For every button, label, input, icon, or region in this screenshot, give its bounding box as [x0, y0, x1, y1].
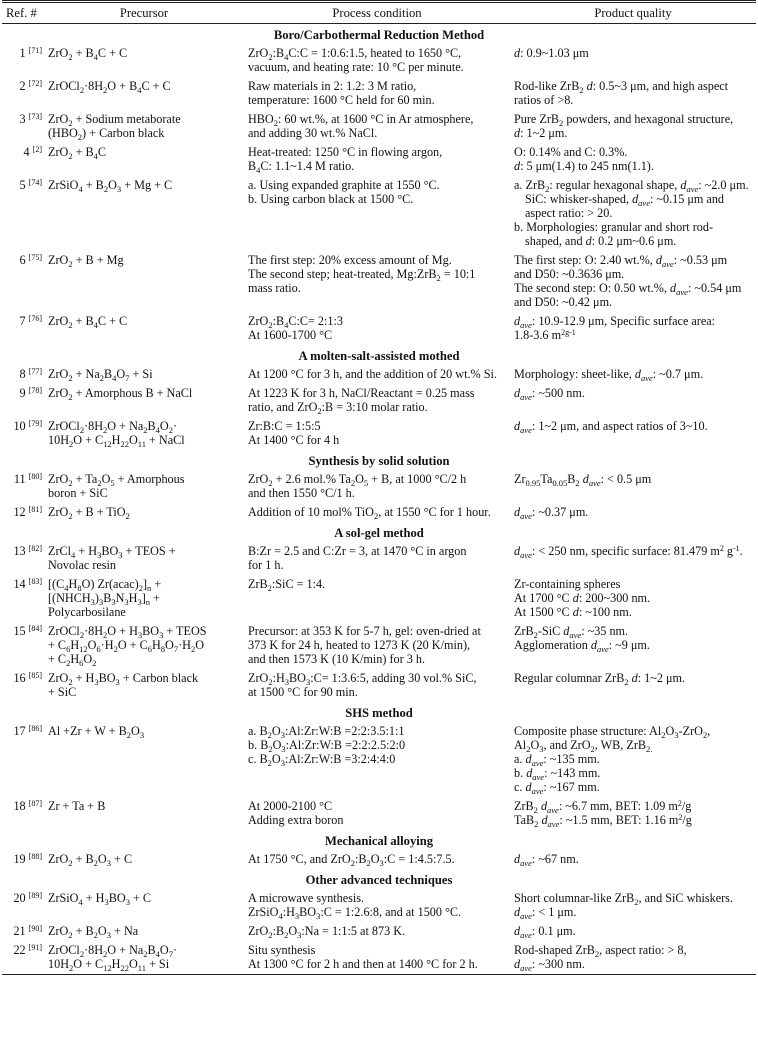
cell-line: a. ZrB$_2$: regular hexagonal shape, $d_{ave}$: ~2.0 μm.: [514, 178, 749, 194]
header-quality: Product quality: [510, 2, 756, 24]
table-row: [2, 77, 756, 110]
cell-line: Addition of 10 mol% TiO$_2$, at 1550 °C for 1 hour.: [248, 505, 491, 521]
cell-line: $d_{ave}$: 10.9-12.9 μm, Specific surface area:: [514, 314, 716, 330]
process-cell: [244, 77, 510, 110]
process-cell: [244, 889, 510, 922]
citation-link[interactable]: [74]: [28, 178, 42, 187]
cell-line: A microwave synthesis.: [248, 891, 365, 905]
cell-line: ZrSiO$_4$ + $H_3BO_3 + C$: [48, 891, 152, 907]
table-row: [2, 143, 756, 176]
ref-number: 12 [81]: [13, 505, 42, 519]
quality-cell: [510, 575, 756, 622]
table-row: [2, 110, 756, 143]
cell-line: $ZrO_2 + H_3BO_3$ + Carbon black: [48, 671, 199, 687]
cell-line: $ZrO_2 + Na_2B_4O_7 + Si$: [48, 367, 153, 383]
ref-number: 14 [83]: [13, 577, 42, 591]
ref-number: 15 [84]: [13, 624, 42, 638]
cell-line: Regular columnar ZrB$_2$ d: 1~2 μm.: [514, 671, 686, 687]
process-cell: [244, 922, 510, 941]
precursor-cell: [44, 622, 244, 669]
cell-line: aspect ratio: > 20.: [525, 206, 613, 220]
cell-line: The first step: O: 2.40 wt.%, $d_{ave}$: ~0.53 μm: [514, 253, 728, 269]
ref-number: 19 [88]: [13, 852, 42, 866]
process-cell: [244, 797, 510, 830]
cell-line: + $C_6H_{12}O_6\cdot H_2O + C_6H_8O_7\cdot H_2O$: [48, 638, 205, 654]
header-precursor: Precursor: [44, 2, 244, 24]
citation-link[interactable]: [84]: [28, 624, 42, 633]
cell-line: and D50: ~0.42 μm.: [514, 295, 613, 309]
section-header-row: [2, 702, 756, 722]
ref-number: 20 [89]: [13, 891, 42, 905]
cell-line: Rod-shaped ZrB$_2$, aspect ratio: > 8,: [514, 943, 687, 959]
cell-line: The first step: 20% excess amount of Mg.: [248, 253, 452, 267]
cell-line: + SiC: [48, 685, 77, 699]
cell-line: ZrO$_2$ + B + Mg: [48, 253, 124, 269]
table-row: [2, 365, 756, 384]
cell-line: B:Zr = 2.5 and C:Zr = 3, at 1470 °C in argon: [248, 544, 467, 558]
cell-line: $ZrSiO_4:H_3BO_3:C$ = 1:2.6:8, and at 1500 °C.: [248, 905, 462, 921]
cell-line: and then 1550 °C/1 h.: [248, 486, 355, 500]
process-cell: [244, 176, 510, 251]
cell-line: ZrO$_2$ + Sodium metaborate: [48, 112, 181, 128]
cell-line: Pure ZrB$_2$ powders, and hexagonal structure,: [514, 112, 734, 128]
table-row: [2, 470, 756, 503]
cell-line: $10H_2O + C_{12}H_{22}O_{11} + Si$: [48, 957, 170, 973]
table-row: [2, 176, 756, 251]
cell-line: d: 1~2 μm.: [514, 126, 568, 140]
precursor-cell: [44, 77, 244, 110]
citation-link[interactable]: [75]: [28, 253, 42, 262]
table-row: [2, 542, 756, 575]
cell-line: shaped, and d: 0.2 μm~0.6 μm.: [525, 234, 677, 248]
table-row: [2, 722, 756, 797]
cell-line: $(HBO_2)$ + Carbon black: [48, 126, 165, 142]
cell-line: Zr-containing spheres: [514, 577, 621, 591]
precursor-cell: [44, 470, 244, 503]
cell-line: At 2000-2100 °C: [248, 799, 333, 813]
precursor-cell: [44, 312, 244, 345]
quality-cell: [510, 143, 756, 176]
synthesis-methods-table: [2, 0, 756, 975]
section-title: SHS method: [345, 706, 413, 720]
section-header-row: [2, 345, 756, 365]
cell-line: Situ synthesis: [248, 943, 316, 957]
cell-line: Rod-like ZrB$_2$ d: 0.5~3 μm, and high aspect: [514, 79, 729, 95]
quality-cell: [510, 251, 756, 312]
ref-number: 21 [90]: [13, 924, 42, 938]
quality-cell: [510, 941, 756, 975]
precursor-cell: [44, 176, 244, 251]
citation-link[interactable]: [91]: [28, 943, 42, 952]
process-cell: [244, 542, 510, 575]
citation-link[interactable]: [85]: [28, 671, 42, 680]
cell-line: O: 0.14% and C: 0.3%.: [514, 145, 628, 159]
cell-line: $ZrO_2 + B_2O_3 + Na$: [48, 924, 139, 940]
process-cell: [244, 143, 510, 176]
cell-line: At 1200 °C for 3 h, and the addition of 20 wt.% Si.: [248, 367, 497, 381]
process-cell: [244, 622, 510, 669]
cell-line: c. $B_2O_3:Al:Zr:W:B$ =3:2:4:4:0: [248, 752, 396, 768]
ref-number: 17 [86]: [13, 724, 42, 738]
cell-line: ZrB$_2$-SiC $d_{ave}$: ~35 nm.: [514, 624, 629, 640]
cell-line: ZrSiO$_4$ + $B_2O_3 + Mg + C$: [48, 178, 173, 194]
process-cell: [244, 365, 510, 384]
cell-line: $ZrO_2:H_3BO_3:C=$ 1:3.6:5, adding 30 vol.% SiC,: [248, 671, 477, 687]
cell-line: c. $d_{ave}$: ~167 mm.: [514, 780, 600, 796]
cell-line: $ZrO_2 + B_4C + C$: [48, 314, 128, 330]
process-cell: [244, 669, 510, 702]
ref-number: 5 [74]: [19, 178, 42, 192]
citation-link[interactable]: [89]: [28, 891, 42, 900]
precursor-cell: [44, 941, 244, 975]
cell-line: d: 5 μm(1.4) to 245 nm(1.1).: [514, 159, 654, 173]
quality-cell: [510, 622, 756, 669]
cell-line: SiC: whisker-shaped, $d_{ave}$: ~0.15 μm and: [525, 192, 725, 208]
quality-cell: [510, 312, 756, 345]
process-cell: [244, 44, 510, 77]
cell-line: Novolac resin: [48, 558, 117, 572]
cell-line: a. Using expanded graphite at 1550 °C.: [248, 178, 440, 192]
citation-link[interactable]: [87]: [28, 799, 42, 808]
table-row: [2, 889, 756, 922]
citation-link[interactable]: [71]: [28, 46, 42, 55]
cell-line: $Al_2O_3$, and ZrO$_2$, WB, ZrB$_{2.}$: [514, 738, 653, 754]
cell-line: $d_{ave}$: ~500 nm.: [514, 386, 585, 402]
precursor-cell: [44, 922, 244, 941]
cell-line: b. Morphologies: granular and short rod-: [514, 220, 714, 234]
cell-line: $d_{ave}$: ~0.37 μm.: [514, 505, 589, 521]
cell-line: $ZrO_2 + B_2O_3 + C$: [48, 852, 133, 868]
precursor-cell: [44, 143, 244, 176]
cell-line: $B_4C$: 1.1~1.4 M ratio.: [248, 159, 355, 175]
cell-line: $ZrOCl_2\cdot 8H_2O + H_3BO_3$ + TEOS: [48, 624, 207, 640]
quality-cell: [510, 110, 756, 143]
table-row: [2, 669, 756, 702]
cell-line: $d_{ave}$: ~67 nm.: [514, 852, 579, 868]
precursor-cell: [44, 889, 244, 922]
cell-line: and D50: ~0.3636 μm.: [514, 267, 625, 281]
citation-link[interactable]: [79]: [28, 419, 42, 428]
cell-line: The second step: O: 0.50 wt.%, $d_{ave}$: ~0.54 μm: [514, 281, 742, 297]
quality-cell: [510, 176, 756, 251]
cell-line: ZrO$_2$ + 2.6 mol.% $Ta_2O_5 + B$, at 1000 °C/2 h: [248, 472, 467, 488]
process-cell: [244, 110, 510, 143]
precursor-cell: [44, 44, 244, 77]
cell-line: At 1223 K for 3 h, NaCl/Reactant = 0.25 mass: [248, 386, 475, 400]
cell-line: $d_{ave}$: < 250 nm, specific surface: 81.479 $m^2$ $g^{-1}$.: [514, 544, 743, 560]
section-header-row: [2, 522, 756, 542]
section-title: Other advanced techniques: [305, 873, 453, 887]
cell-line: At 1400 °C for 4 h: [248, 433, 340, 447]
citation-link[interactable]: [86]: [28, 724, 42, 733]
quality-cell: [510, 77, 756, 110]
citation-link[interactable]: [2]: [32, 145, 42, 154]
citation-link[interactable]: [72]: [28, 79, 42, 88]
ref-number: 3 [73]: [19, 112, 42, 126]
header-process: Process condition: [244, 2, 510, 24]
section-title: A molten-salt-assisted mothed: [298, 349, 460, 363]
section-header-row: [2, 450, 756, 470]
section-header-row: [2, 869, 756, 889]
cell-line: ratios of >8.: [514, 93, 574, 107]
ref-number: 7 [76]: [19, 314, 42, 328]
cell-line: b. $B_2O_3:Al:Zr:W:B$ =2:2:2.5:2:0: [248, 738, 406, 754]
ref-number: 22 [91]: [13, 943, 42, 957]
precursor-cell: [44, 417, 244, 450]
precursor-cell: [44, 503, 244, 522]
cell-line: $Zr_{0.95}Ta_{0.05}B_2$ $d_{ave}$: < 0.5 μm: [514, 472, 652, 488]
cell-line: Raw materials in 2: 1.2: 3 M ratio,: [248, 79, 417, 93]
process-cell: [244, 850, 510, 869]
ref-number: 11 [80]: [13, 472, 42, 486]
table-row: [2, 417, 756, 450]
cell-line: $ZrO_2 + Ta_2O_5$ + Amorphous: [48, 472, 185, 488]
cell-line: Polycarbosilane: [48, 605, 126, 619]
cell-line: $ZrOCl_2\cdot 8H_2O + Na_2B_4O_7\cdot$: [48, 943, 178, 959]
ref-number: 1 [71]: [19, 46, 42, 60]
quality-cell: [510, 44, 756, 77]
cell-line: vacuum, and heating rate: 10 °C per minute.: [248, 60, 464, 74]
cell-line: 1.8-3.6 $m^{2g-1}$: [514, 328, 576, 342]
section-title: Mechanical alloying: [324, 834, 434, 848]
section-title: Boro/Carbothermal Reduction Method: [273, 28, 485, 42]
quality-cell: [510, 503, 756, 522]
cell-line: At 1300 °C for 2 h and then at 1400 °C for 2 h.: [248, 957, 478, 971]
cell-line: Precursor: at 353 K for 5-7 h, gel: oven-dried at: [248, 624, 481, 638]
ref-number: 4 [2]: [23, 145, 42, 159]
cell-line: Short columnar-like ZrB$_2$, and SiC whiskers.: [514, 891, 733, 907]
cell-line: ratio, and ZrO$_2$:B = 3:10 molar ratio.: [248, 400, 428, 416]
cell-line: $d_{ave}$: < 1 μm.: [514, 905, 577, 921]
cell-line: $d_{ave}$: ~300 nm.: [514, 957, 585, 973]
cell-line: Composite phase structure: $Al_2O_3-ZrO_2$,: [514, 724, 711, 740]
cell-line: ZrB$_2$:SiC = 1:4.: [248, 577, 326, 593]
process-cell: [244, 941, 510, 975]
table-row: [2, 941, 756, 975]
cell-line: $ZrO_2 + B_4C$: [48, 145, 107, 161]
cell-line: At 1700 °C d: 200~300 nm.: [514, 591, 651, 605]
cell-line: mass ratio.: [248, 281, 301, 295]
process-cell: [244, 722, 510, 797]
quality-cell: [510, 365, 756, 384]
cell-line: $ZrO_2:B_4C:C$ = 1:0.6:1.5, heated to 1650 °C,: [248, 46, 462, 62]
table-row: [2, 312, 756, 345]
cell-line: Zr + Ta + B: [48, 799, 106, 813]
precursor-cell: [44, 365, 244, 384]
ref-number: 6 [75]: [19, 253, 42, 267]
quality-cell: [510, 889, 756, 922]
cell-line: TaB$_2$ $d_{ave}$: ~1.5 mm, BET: 1.16 $m^2/g$: [514, 813, 692, 829]
ref-number: 10 [79]: [13, 419, 42, 433]
process-cell: [244, 417, 510, 450]
quality-cell: [510, 722, 756, 797]
citation-link[interactable]: [73]: [28, 112, 42, 121]
cell-line: Adding extra boron: [248, 813, 344, 827]
cell-line: At 1500 °C d: ~100 nm.: [514, 605, 632, 619]
cell-line: ZrO$_2$ + Amorphous B + NaCl: [48, 386, 193, 402]
cell-line: Morphology: sheet-like, $d_{ave}$: ~0.7 μm.: [514, 367, 704, 383]
cell-line: The second step; heat-treated, Mg:ZrB$_2$ = 10:1: [248, 267, 476, 283]
process-cell: [244, 384, 510, 417]
cell-line: and adding 30 wt.% NaCl.: [248, 126, 378, 140]
citation-link[interactable]: [90]: [28, 924, 42, 933]
table-row: [2, 922, 756, 941]
cell-line: b. Using carbon black at 1500 °C.: [248, 192, 414, 206]
cell-line: [$(C_4H_8O)$ $Zr(acac)_2]_n$ +: [48, 577, 162, 593]
precursor-cell: [44, 669, 244, 702]
process-cell: [244, 470, 510, 503]
ref-number: 18 [87]: [13, 799, 42, 813]
process-cell: [244, 575, 510, 622]
cell-line: At 1750 °C, and $ZrO_2:B_2O_3:C$ = 1:4.5:7.5.: [248, 852, 455, 868]
citation-link[interactable]: [83]: [28, 577, 42, 586]
cell-line: $ZrO_2:B_4C:C=$ 2:1:3: [248, 314, 343, 330]
cell-line: $ZrO_2:B_2O_3:Na$ = 1:1:5 at 873 K.: [248, 924, 406, 940]
cell-line: and then 1573 K (10 K/min) for 3 h.: [248, 652, 426, 666]
ref-number: 13 [82]: [13, 544, 42, 558]
table-row: [2, 251, 756, 312]
cell-line: ZrO$_2$ + B + TiO$_2$: [48, 505, 130, 521]
table-row: [2, 797, 756, 830]
cell-line: a. $d_{ave}$: ~135 mm.: [514, 752, 600, 768]
precursor-cell: [44, 384, 244, 417]
cell-line: at 1500 °C for 90 min.: [248, 685, 358, 699]
cell-line: + $C_2H_6O_2$: [48, 652, 97, 668]
section-title: A sol-gel method: [334, 526, 424, 540]
table-row: [2, 622, 756, 669]
header-ref: Ref. #: [2, 2, 44, 24]
citation-link[interactable]: [88]: [28, 852, 42, 861]
precursor-cell: [44, 110, 244, 143]
cell-line: At 1600-1700 °C: [248, 328, 333, 342]
quality-cell: [510, 850, 756, 869]
cell-line: Heat-treated: 1250 °C in flowing argon,: [248, 145, 443, 159]
citation-link[interactable]: [80]: [28, 472, 42, 481]
cell-line: ZrB$_2$ $d_{ave}$: ~6.7 mm, BET: 1.09 $m^2/g$: [514, 799, 692, 815]
header-row: [2, 2, 756, 24]
cell-line: ZrCl$_4$ + $H_3BO_3$ + TEOS +: [48, 544, 176, 560]
ref-number: 9 [78]: [19, 386, 42, 400]
process-cell: [244, 251, 510, 312]
quality-cell: [510, 417, 756, 450]
cell-line: $10H_2O + C_{12}H_{22}O_{11}$ + NaCl: [48, 433, 185, 449]
precursor-cell: [44, 251, 244, 312]
table-row: [2, 575, 756, 622]
cell-line: b. $d_{ave}$: ~143 mm.: [514, 766, 601, 782]
cell-line: $ZrO_2 + B_4C + C$: [48, 46, 128, 62]
quality-cell: [510, 669, 756, 702]
process-cell: [244, 312, 510, 345]
ref-number: 8 [77]: [19, 367, 42, 381]
cell-line: $ZrOCl_2\cdot 8H_2O + B_4C + C$: [48, 79, 171, 95]
citation-link[interactable]: [76]: [28, 314, 42, 323]
cell-line: $ZrOCl_2\cdot 8H_2O + Na_2B_4O_2\cdot$: [48, 419, 178, 435]
precursor-cell: [44, 722, 244, 797]
cell-line: $d_{ave}$: 0.1 μm.: [514, 924, 576, 940]
cell-line: boron + SiC: [48, 486, 108, 500]
quality-cell: [510, 384, 756, 417]
cell-line: $Al +Zr + W + B_2O_3$: [48, 724, 145, 740]
cell-line: Zr:B:C = 1:5:5: [248, 419, 321, 433]
precursor-cell: [44, 850, 244, 869]
citation-link[interactable]: [82]: [28, 544, 42, 553]
table-row: [2, 384, 756, 417]
precursor-cell: [44, 542, 244, 575]
quality-cell: [510, 470, 756, 503]
quality-cell: [510, 922, 756, 941]
citation-link[interactable]: [77]: [28, 367, 42, 376]
cell-line: $d_{ave}$: 1~2 μm, and aspect ratios of 3~10.: [514, 419, 708, 435]
table-row: [2, 44, 756, 77]
cell-line: d: 0.9~1.03 μm: [514, 46, 589, 60]
cell-line: for 1 h.: [248, 558, 284, 572]
section-header-row: [2, 24, 756, 45]
process-cell: [244, 503, 510, 522]
cell-line: $HBO_2$: 60 wt.%, at 1600 °C in Ar atmosphere,: [248, 112, 474, 128]
table-body: [2, 24, 756, 975]
cell-line: $[(NHCH_3)_3B_3N_3H_3]_n$ +: [48, 591, 160, 607]
citation-link[interactable]: [78]: [28, 386, 42, 395]
table-row: [2, 850, 756, 869]
precursor-cell: [44, 575, 244, 622]
quality-cell: [510, 542, 756, 575]
precursor-cell: [44, 797, 244, 830]
cell-line: 373 K for 24 h, heated to 1273 K (20 K/min),: [248, 638, 471, 652]
table-row: [2, 503, 756, 522]
citation-link[interactable]: [81]: [28, 505, 42, 514]
cell-line: Agglomeration $d_{ave}$: ~9 μm.: [514, 638, 650, 654]
cell-line: a. $B_2O_3:Al:Zr:W:B$ =2:2:3.5:1:1: [248, 724, 405, 740]
ref-number: 16 [85]: [13, 671, 42, 685]
cell-line: temperature: 1600 °C held for 60 min.: [248, 93, 435, 107]
quality-cell: [510, 797, 756, 830]
ref-number: 2 [72]: [19, 79, 42, 93]
section-header-row: [2, 830, 756, 850]
section-title: Synthesis by solid solution: [308, 454, 450, 468]
